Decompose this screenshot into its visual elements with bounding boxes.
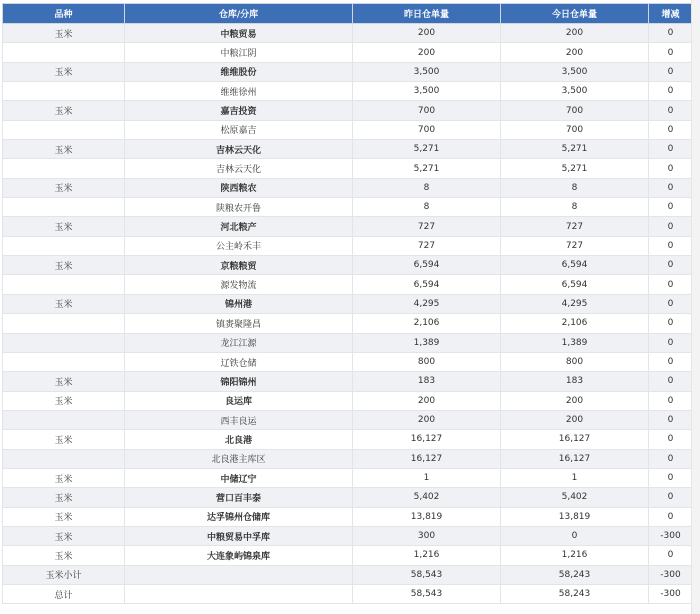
cell-yesterday: 1	[353, 468, 501, 487]
cell-warehouse: 公主岭禾丰	[125, 236, 353, 255]
cell-today: 58,243	[501, 584, 649, 603]
cell-variety: 玉米	[3, 140, 125, 159]
table-row	[3, 488, 693, 507]
cell-today: 727	[501, 236, 649, 255]
table-row	[3, 314, 693, 333]
table-row	[3, 256, 693, 275]
cell-warehouse: 陕西粮农	[125, 178, 353, 197]
cell-yesterday: 1,216	[353, 546, 501, 565]
cell-yesterday: 727	[353, 217, 501, 236]
cell-today: 58,243	[501, 565, 649, 584]
cell-yesterday: 16,127	[353, 430, 501, 449]
cell-yesterday: 13,819	[353, 507, 501, 526]
cell-variety	[3, 275, 125, 294]
table-row	[3, 333, 693, 352]
cell-variety: 玉米小计	[3, 565, 125, 584]
cell-variety	[3, 236, 125, 255]
cell-variety	[3, 410, 125, 429]
cell-yesterday: 1,389	[353, 333, 501, 352]
cell-warehouse: 辽铁仓储	[125, 352, 353, 371]
cell-today: 5,402	[501, 488, 649, 507]
cell-change: 0	[649, 507, 693, 526]
table-row	[3, 449, 693, 468]
cell-today: 8	[501, 198, 649, 217]
cell-warehouse: 锦州港	[125, 294, 353, 313]
cell-today: 16,127	[501, 449, 649, 468]
cell-change: 0	[649, 178, 693, 197]
cell-change: 0	[649, 140, 693, 159]
cell-yesterday: 5,271	[353, 140, 501, 159]
table-row	[3, 178, 693, 197]
cell-variety	[3, 198, 125, 217]
cell-change: 0	[649, 294, 693, 313]
cell-variety: 玉米	[3, 62, 125, 81]
cell-change: 0	[649, 314, 693, 333]
cell-yesterday: 16,127	[353, 449, 501, 468]
cell-yesterday: 183	[353, 372, 501, 391]
table-row	[3, 82, 693, 101]
cell-change: 0	[649, 275, 693, 294]
cell-variety: 玉米	[3, 294, 125, 313]
table-row	[3, 410, 693, 429]
cell-warehouse: 龙江江源	[125, 333, 353, 352]
cell-warehouse: 镇赉聚隆昌	[125, 314, 353, 333]
cell-change: 0	[649, 120, 693, 139]
cell-today: 13,819	[501, 507, 649, 526]
cell-yesterday: 200	[353, 24, 501, 43]
cell-warehouse: 西丰良运	[125, 410, 353, 429]
cell-today: 16,127	[501, 430, 649, 449]
cell-yesterday: 8	[353, 198, 501, 217]
cell-change: 0	[649, 372, 693, 391]
cell-warehouse: 河北粮产	[125, 217, 353, 236]
table-row	[3, 565, 693, 584]
table-row	[3, 159, 693, 178]
cell-warehouse: 北良港	[125, 430, 353, 449]
cell-variety: 玉米	[3, 526, 125, 545]
cell-variety	[3, 159, 125, 178]
cell-variety	[3, 82, 125, 101]
cell-today: 727	[501, 217, 649, 236]
cell-change: 0	[649, 449, 693, 468]
cell-change: 0	[649, 488, 693, 507]
cell-warehouse: 锦阳锦州	[125, 372, 353, 391]
cell-variety	[3, 449, 125, 468]
cell-warehouse	[125, 565, 353, 584]
scrollbar[interactable]	[691, 0, 700, 614]
table-row	[3, 62, 693, 81]
cell-change: 0	[649, 333, 693, 352]
cell-variety: 玉米	[3, 178, 125, 197]
cell-warehouse: 良运库	[125, 391, 353, 410]
cell-variety: 玉米	[3, 546, 125, 565]
cell-change: -300	[649, 584, 693, 603]
cell-yesterday: 300	[353, 526, 501, 545]
header-warehouse: 仓库/分库	[125, 4, 353, 24]
cell-yesterday: 2,106	[353, 314, 501, 333]
cell-warehouse: 北良港主库区	[125, 449, 353, 468]
cell-yesterday: 3,500	[353, 62, 501, 81]
cell-variety	[3, 352, 125, 371]
cell-warehouse: 源发物流	[125, 275, 353, 294]
header-row	[3, 4, 693, 24]
cell-yesterday: 5,271	[353, 159, 501, 178]
cell-warehouse: 达孚锦州仓储库	[125, 507, 353, 526]
table-row	[3, 101, 693, 120]
cell-variety: 玉米	[3, 430, 125, 449]
cell-today: 200	[501, 391, 649, 410]
cell-change: 0	[649, 101, 693, 120]
cell-warehouse: 营口百丰泰	[125, 488, 353, 507]
cell-yesterday: 6,594	[353, 275, 501, 294]
cell-yesterday: 8	[353, 178, 501, 197]
cell-yesterday: 700	[353, 120, 501, 139]
cell-change: 0	[649, 159, 693, 178]
cell-today: 0	[501, 526, 649, 545]
cell-today: 1	[501, 468, 649, 487]
cell-warehouse: 中粮贸易中孚库	[125, 526, 353, 545]
cell-variety: 玉米	[3, 468, 125, 487]
cell-change: 0	[649, 62, 693, 81]
warehouse-receipt-table	[2, 3, 693, 604]
cell-warehouse	[125, 584, 353, 603]
cell-yesterday: 200	[353, 43, 501, 62]
cell-variety: 玉米	[3, 391, 125, 410]
cell-today: 1,389	[501, 333, 649, 352]
table-row	[3, 198, 693, 217]
cell-variety: 玉米	[3, 217, 125, 236]
cell-today: 4,295	[501, 294, 649, 313]
cell-today: 5,271	[501, 159, 649, 178]
cell-yesterday: 727	[353, 236, 501, 255]
table-row	[3, 430, 693, 449]
cell-yesterday: 700	[353, 101, 501, 120]
table-row	[3, 43, 693, 62]
table-row	[3, 275, 693, 294]
cell-today: 2,106	[501, 314, 649, 333]
cell-variety: 玉米	[3, 256, 125, 275]
cell-variety: 玉米	[3, 101, 125, 120]
table-row	[3, 140, 693, 159]
cell-yesterday: 6,594	[353, 256, 501, 275]
cell-yesterday: 800	[353, 352, 501, 371]
cell-warehouse: 中粮江阴	[125, 43, 353, 62]
header-change: 增减	[649, 4, 693, 24]
cell-yesterday: 200	[353, 391, 501, 410]
cell-warehouse: 松原嘉吉	[125, 120, 353, 139]
table-row	[3, 352, 693, 371]
cell-warehouse: 维维股份	[125, 62, 353, 81]
cell-yesterday: 58,543	[353, 584, 501, 603]
table-body	[3, 24, 693, 604]
table-row	[3, 391, 693, 410]
header-yesterday: 昨日仓单量	[353, 4, 501, 24]
cell-today: 1,216	[501, 546, 649, 565]
table-row	[3, 507, 693, 526]
cell-warehouse: 陕粮农开鲁	[125, 198, 353, 217]
cell-change: 0	[649, 468, 693, 487]
cell-change: 0	[649, 43, 693, 62]
cell-warehouse: 京粮粮贸	[125, 256, 353, 275]
table-row	[3, 468, 693, 487]
cell-warehouse: 中粮贸易	[125, 24, 353, 43]
cell-change: 0	[649, 256, 693, 275]
cell-today: 6,594	[501, 275, 649, 294]
cell-today: 200	[501, 24, 649, 43]
cell-yesterday: 58,543	[353, 565, 501, 584]
cell-change: 0	[649, 391, 693, 410]
cell-variety: 玉米	[3, 507, 125, 526]
cell-yesterday: 4,295	[353, 294, 501, 313]
cell-today: 8	[501, 178, 649, 197]
header-variety: 品种	[3, 4, 125, 24]
cell-change: 0	[649, 24, 693, 43]
table-row	[3, 236, 693, 255]
table-row	[3, 526, 693, 545]
cell-today: 3,500	[501, 62, 649, 81]
cell-today: 3,500	[501, 82, 649, 101]
cell-variety	[3, 333, 125, 352]
table-row	[3, 294, 693, 313]
table-row	[3, 217, 693, 236]
cell-warehouse: 维维徐州	[125, 82, 353, 101]
cell-warehouse: 嘉吉投资	[125, 101, 353, 120]
cell-change: 0	[649, 352, 693, 371]
table-row	[3, 24, 693, 43]
cell-warehouse: 吉林云天化	[125, 140, 353, 159]
table-row	[3, 120, 693, 139]
cell-warehouse: 吉林云天化	[125, 159, 353, 178]
cell-variety: 总计	[3, 584, 125, 603]
table-row	[3, 546, 693, 565]
cell-variety	[3, 43, 125, 62]
cell-change: -300	[649, 565, 693, 584]
cell-change: 0	[649, 82, 693, 101]
cell-today: 200	[501, 43, 649, 62]
cell-change: 0	[649, 546, 693, 565]
table-row	[3, 372, 693, 391]
header-today: 今日仓单量	[501, 4, 649, 24]
cell-today: 6,594	[501, 256, 649, 275]
cell-change: 0	[649, 430, 693, 449]
cell-change: 0	[649, 236, 693, 255]
cell-warehouse: 大连象屿锦泉库	[125, 546, 353, 565]
cell-warehouse: 中储辽宁	[125, 468, 353, 487]
cell-change: -300	[649, 526, 693, 545]
cell-variety: 玉米	[3, 488, 125, 507]
table-row	[3, 584, 693, 603]
cell-today: 5,271	[501, 140, 649, 159]
cell-today: 183	[501, 372, 649, 391]
cell-today: 700	[501, 120, 649, 139]
cell-today: 200	[501, 410, 649, 429]
cell-yesterday: 3,500	[353, 82, 501, 101]
cell-change: 0	[649, 410, 693, 429]
cell-today: 800	[501, 352, 649, 371]
cell-variety: 玉米	[3, 372, 125, 391]
cell-change: 0	[649, 217, 693, 236]
cell-variety: 玉米	[3, 24, 125, 43]
cell-variety	[3, 314, 125, 333]
cell-yesterday: 200	[353, 410, 501, 429]
cell-today: 700	[501, 101, 649, 120]
cell-change: 0	[649, 198, 693, 217]
cell-variety	[3, 120, 125, 139]
cell-yesterday: 5,402	[353, 488, 501, 507]
